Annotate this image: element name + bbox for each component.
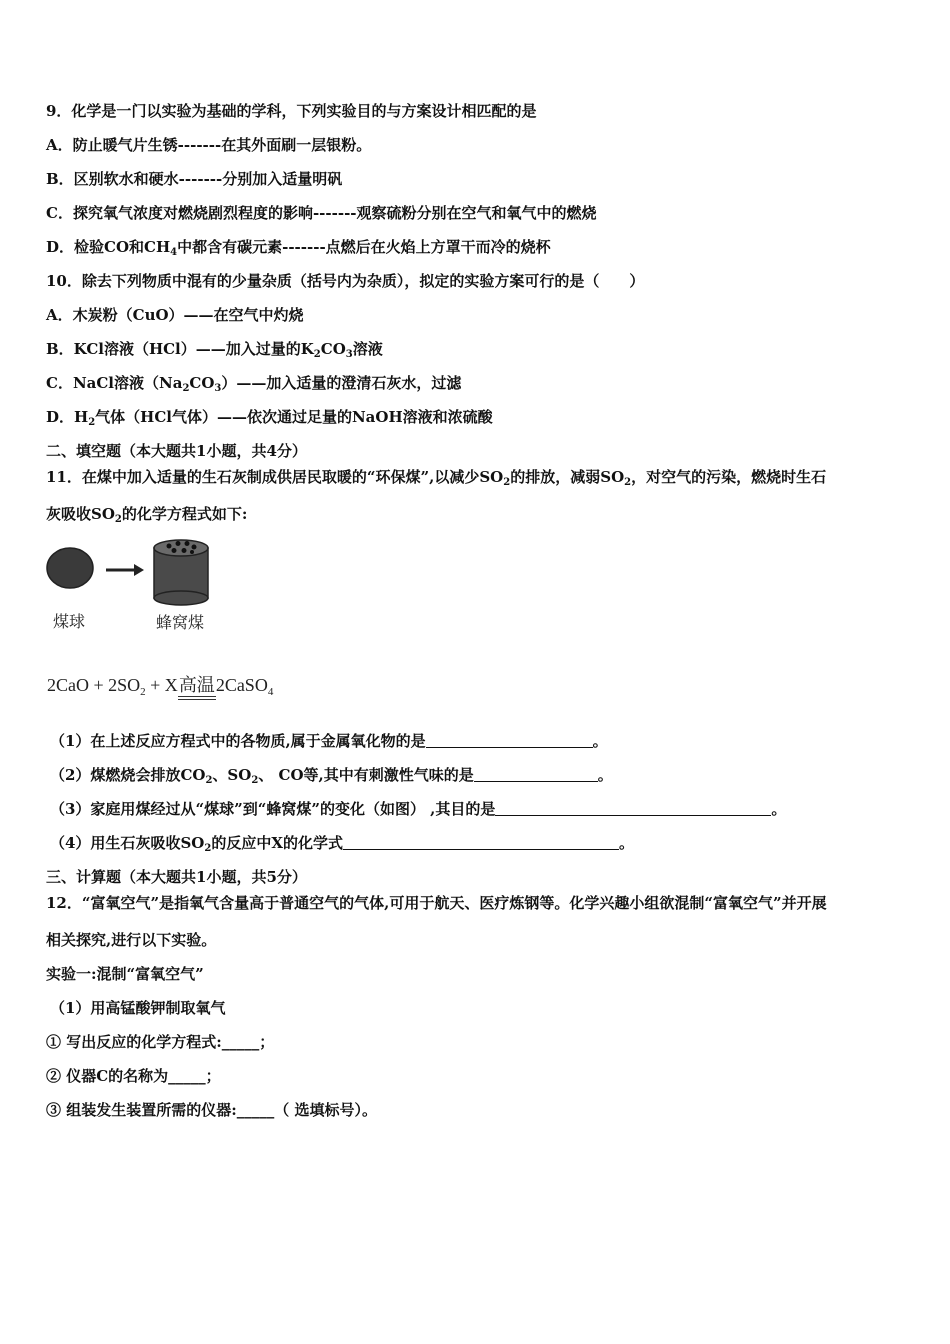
answer-blank[interactable] bbox=[426, 733, 593, 748]
honeycomb-coal-icon bbox=[154, 540, 208, 605]
q10-option-a: A．木炭粉（CuO）——在空气中灼烧 bbox=[46, 306, 304, 324]
q11-part3: （3）家庭用煤经过从“煤球”到“蜂窝煤”的变化（如图） ,其目的是 。 bbox=[50, 800, 787, 818]
q12-stem-line2: 相关探究,进行以下实验。 bbox=[46, 931, 217, 949]
q11-part1: （1）在上述反应方程式中的各物质,属于金属氧化物的是 。 bbox=[50, 732, 608, 750]
answer-blank[interactable] bbox=[474, 767, 598, 782]
answer-blank[interactable] bbox=[495, 801, 771, 816]
coal-ball-caption: 煤球 bbox=[53, 612, 86, 631]
q9-stem: 9．化学是一门以实验为基础的学科，下列实验目的与方案设计相匹配的是 bbox=[46, 102, 537, 120]
honeycomb-coal-caption: 蜂窝煤 bbox=[156, 613, 205, 632]
q12-step1: （1）用高锰酸钾制取氧气 bbox=[50, 999, 226, 1017]
coal-figure bbox=[44, 538, 224, 608]
q12-experiment1-title: 实验一:混制“富氧空气” bbox=[46, 965, 204, 983]
q10-option-c: C．NaCl溶液$(Na_2CO_3)——$加入适量的澄清石灰水，过滤 bbox=[46, 374, 462, 394]
q10-option-d: D．$H_2$气体（HCl气体）——依次通过足量的NaOH溶液和浓硫酸 bbox=[46, 408, 493, 428]
q9-option-a: A．防止暖气片生锈-------在其外面刷一层银粉。 bbox=[46, 136, 372, 154]
q10-option-b: B．KCl溶液（HCl）——加入过量的$K_2CO_3$溶液 bbox=[46, 340, 383, 360]
q9-option-d: D．检验CO和$CH_4$中都含有碳元素-------点燃后在火焰上方罩干而冷的烧杯 bbox=[46, 238, 551, 258]
q11-stem-line2: 灰吸收$SO_2$的化学方程式如下: bbox=[46, 505, 248, 525]
coal-ball-icon bbox=[47, 548, 93, 588]
section-calculation-title: 三、计算题（本大题共1小题，共5分） bbox=[46, 868, 307, 886]
q12-subquestion2: ② 仪器C的名称为_____； bbox=[46, 1067, 221, 1085]
arrow-icon bbox=[106, 564, 144, 576]
answer-blank[interactable] bbox=[343, 835, 619, 850]
q12-subquestion3: ③ 组装发生装置所需的仪器:_____（ 选填标号）。 bbox=[46, 1101, 377, 1119]
q9-option-c: C．探究氧气浓度对燃烧剧烈程度的影响-------观察硫粉分别在空气和氧气中的燃烧 bbox=[46, 204, 597, 222]
section-fill-in-title: 二、填空题（本大题共1小题，共4分） bbox=[46, 442, 307, 460]
chemical-equation: $2CaO + 2SO_2 + X$高温2CaSO$_4$ bbox=[47, 671, 273, 697]
q11-part4: （4）用生石灰吸收$SO_2$的反应中X的化学式 。 bbox=[50, 834, 634, 854]
q10-stem: 10．除去下列物质中混有的少量杂质（括号内为杂质），拟定的实验方案可行的是（ ） bbox=[46, 272, 645, 290]
q11-stem-line1: 11．在煤中加入适量的生石灰制成供居民取暖的“环保煤”,以减少$SO_2$的排放，减弱$SO_2$，对空气的污染，燃烧时生石 bbox=[46, 468, 827, 488]
q11-part2: （2）煤燃烧会排放$CO_2$、$SO_2$、 CO等,其中有刺激性气味的是 。 bbox=[50, 766, 613, 786]
reaction-condition: 高温 bbox=[178, 671, 216, 697]
q12-subquestion1: ① 写出反应的化学方程式:_____； bbox=[46, 1033, 275, 1051]
q9-option-b: B．区别软水和硬水-------分别加入适量明矾 bbox=[46, 170, 343, 188]
q12-stem-line1: 12．“富氧空气”是指氧气含量高于普通空气的气体,可用于航天、医疗炼钢等。化学兴趣小组欲混制“富氧空气”并开展 bbox=[46, 894, 827, 912]
